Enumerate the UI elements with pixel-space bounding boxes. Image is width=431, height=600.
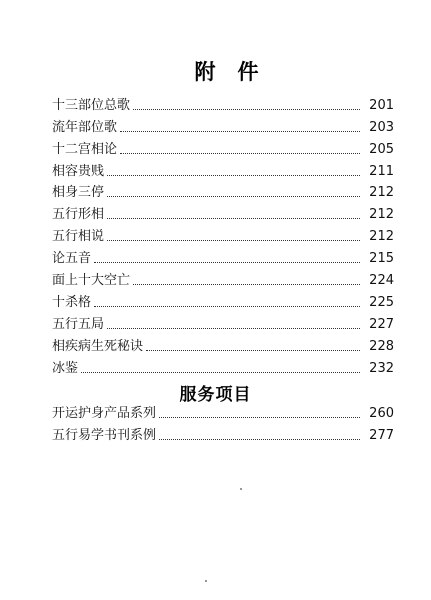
appendix-heading: 附件 [194, 60, 281, 84]
toc-entry-page-number: 212 [369, 185, 394, 201]
toc-entry-page-number: 232 [369, 360, 394, 376]
toc-entry-page-number: 205 [369, 141, 394, 157]
toc-entry-page-number: 228 [369, 338, 394, 354]
toc-entry [52, 201, 394, 223]
toc-entry [52, 136, 394, 158]
services-heading: 服务项目 [179, 385, 252, 405]
toc-entry [52, 180, 394, 202]
toc-entry-title: 开运护身产品系列 [52, 405, 157, 421]
dot-leader [146, 350, 360, 351]
toc-entry-page-number: 211 [369, 163, 394, 179]
toc-entry-title: 冰鉴 [52, 360, 79, 376]
toc-entry [52, 333, 394, 355]
dot-leader [107, 240, 360, 241]
toc-entry-page-number: 201 [369, 97, 394, 113]
dot-leader [120, 153, 360, 154]
toc-entry [52, 289, 394, 311]
toc-entry [52, 355, 394, 377]
dot-leader [159, 439, 360, 440]
toc-entry [52, 400, 394, 422]
toc-entry [52, 114, 394, 136]
toc-entry [52, 245, 394, 267]
toc-entry-title: 五行易学书刊系例 [52, 427, 157, 443]
toc-entry [52, 422, 394, 444]
paper-speck [205, 580, 207, 582]
toc-entry-page-number: 225 [369, 294, 394, 310]
toc-entry-page-number: 215 [369, 251, 394, 267]
toc-entry-title: 十杀格 [52, 294, 92, 310]
toc-entry [52, 267, 394, 289]
toc-entry-title: 论五音 [52, 251, 92, 267]
toc-entry-title: 面上十大空亡 [52, 273, 131, 289]
dot-leader [133, 109, 360, 110]
dot-leader [159, 417, 360, 418]
toc-entry-title: 五行相说 [52, 229, 105, 245]
toc-entry-page-number: 212 [369, 229, 394, 245]
toc-entry-title: 相身三停 [52, 185, 105, 201]
toc-entry-title: 十三部位总歌 [52, 97, 131, 113]
services-toc-list [52, 400, 394, 444]
toc-entry-page-number: 224 [369, 273, 394, 289]
toc-entry [52, 223, 394, 245]
dot-leader [94, 262, 360, 263]
paper-speck [240, 488, 242, 490]
toc-entry-title: 十二宫相论 [52, 141, 118, 157]
toc-entry-title: 五行形相 [52, 207, 105, 223]
dot-leader [107, 196, 360, 197]
toc-entry-title: 相容贵贱 [52, 163, 105, 179]
toc-entry-page-number: 260 [369, 405, 394, 421]
dot-leader [107, 175, 360, 176]
toc-entry-title: 五行五局 [52, 316, 105, 332]
dot-leader [107, 328, 360, 329]
toc-entry-page-number: 203 [369, 119, 394, 135]
toc-entry-page-number: 212 [369, 207, 394, 223]
toc-entry [52, 92, 394, 114]
toc-entry-page-number: 277 [369, 427, 394, 443]
dot-leader [120, 131, 360, 132]
dot-leader [94, 306, 360, 307]
dot-leader [133, 284, 360, 285]
appendix-toc-list [52, 92, 394, 377]
dot-leader [107, 218, 360, 219]
toc-entry-page-number: 227 [369, 316, 394, 332]
toc-entry [52, 311, 394, 333]
dot-leader [81, 372, 360, 373]
toc-entry-title: 相疾病生死秘诀 [52, 338, 144, 354]
toc-entry [52, 158, 394, 180]
toc-entry-title: 流年部位歌 [52, 119, 118, 135]
